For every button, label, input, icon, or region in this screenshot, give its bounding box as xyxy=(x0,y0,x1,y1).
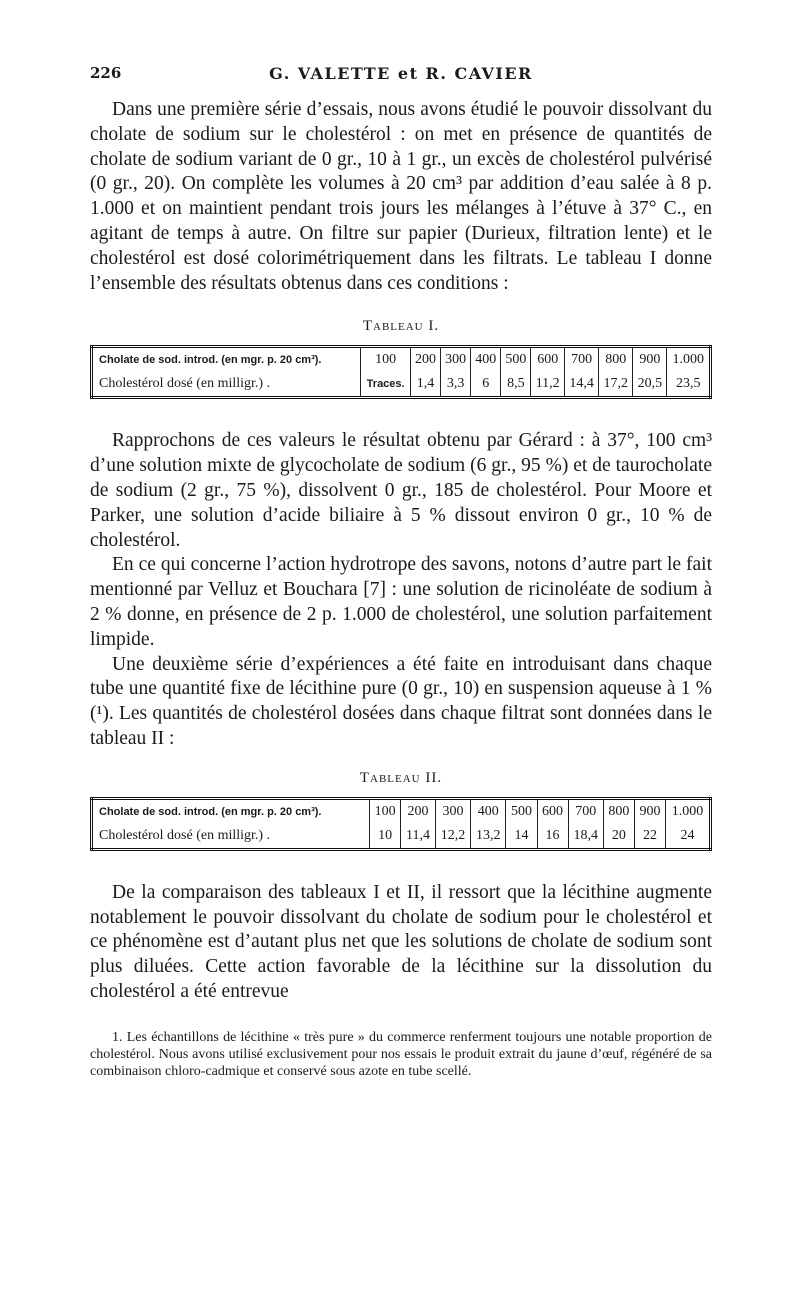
page-number: 226 xyxy=(90,64,122,82)
paragraph-4: Une deuxième série d’expériences a été faite en introduisant dans chaque tube une quantité fixe de lécithine pure (0 gr., 10) en suspension aqueuse à 1 % (¹). Les quantités de cholestérol dosées dans chaque filtrat sont données dans le tableau II : xyxy=(90,653,712,749)
page xyxy=(90,58,712,1094)
table-cell: 300 xyxy=(435,798,470,824)
table-cell: 14,4 xyxy=(564,372,598,398)
table-cell: 3,3 xyxy=(441,372,471,398)
table-cell: 20 xyxy=(603,824,634,850)
table-cell: 200 xyxy=(410,347,440,373)
table-row xyxy=(92,347,711,373)
table-cell: 400 xyxy=(471,798,506,824)
table-cell: 100 xyxy=(370,798,401,824)
table-2-row-2-label: Cholestérol dosé (en milligr.) . xyxy=(99,827,271,843)
table-row xyxy=(92,824,711,850)
table-cell: 16 xyxy=(537,824,568,850)
table-cell: 22 xyxy=(634,824,665,850)
table-2-row-1-label: Cholate de sod. introd. (en mgr. p. 20 cm³). xyxy=(99,805,322,818)
table-cell: 17,2 xyxy=(599,372,633,398)
table-cell: 18,4 xyxy=(568,824,603,850)
table-1-row-1-label: Cholate de sod. introd. (en mgr. p. 20 cm³). xyxy=(99,354,322,367)
table-cell: 11,4 xyxy=(401,824,436,850)
table-cell: 400 xyxy=(471,347,501,373)
table-cell: Traces. xyxy=(361,372,411,398)
table-cell: 200 xyxy=(401,798,436,824)
paragraph-2: Rapprochons de ces valeurs le résultat obtenu par Gérard : à 37°, 100 cm³ d’une solution mixte de glycocholate de sodium (6 gr., 95 %) et de taurocholate de sodium (2 gr., 75 %), dissolvent 0 gr., 185 de cholestérol. Pour Moore et Parker, une solution d’acide biliaire à 5 % dissout environ 0 gr., 10 % de cholestérol. xyxy=(90,430,712,551)
table-cell: 1,4 xyxy=(410,372,440,398)
table-row xyxy=(92,372,711,398)
paragraph-3: En ce qui concerne l’action hydrotrope des savons, notons d’autre part le fait mentionné par Velluz et Bouchara [7] : une solution de ricinoléate de sodium à 2 % donne, en présence de 2 p. 1.000 de cholestérol, une solution parfaitement limpide. xyxy=(90,554,712,650)
table-cell: 800 xyxy=(603,798,634,824)
table-1 xyxy=(90,345,712,399)
table-1-row-2-label: Cholestérol dosé (en milligr.) . xyxy=(99,376,271,392)
footnote: 1. Les échantillons de lécithine « très pure » du commerce renferment toujours une notable proportion de cholestérol. Nous avons utilisé exclusivement pour nos essais le produit extrait du jaune d’œuf, régénéré de sa combinaison chloro-cadmique et conservé sous azote en tube scellé. xyxy=(90,1029,712,1079)
table-cell: 8,5 xyxy=(501,372,531,398)
table-2-caption: Tableau II. xyxy=(359,769,443,786)
table-cell: 900 xyxy=(633,347,667,373)
table-cell: 900 xyxy=(634,798,665,824)
table-cell: 14 xyxy=(506,824,537,850)
table-cell: 1.000 xyxy=(666,798,711,824)
table-1-caption: Tableau I. xyxy=(362,318,440,335)
table-cell: 13,2 xyxy=(471,824,506,850)
table-cell: 20,5 xyxy=(633,372,667,398)
table-cell: 700 xyxy=(568,798,603,824)
table-cell: 500 xyxy=(501,347,531,373)
table-2 xyxy=(90,797,712,851)
table-cell: 1.000 xyxy=(667,347,711,373)
table-cell: 600 xyxy=(531,347,565,373)
table-cell: 11,2 xyxy=(531,372,565,398)
table-cell: 6 xyxy=(471,372,501,398)
table-cell: 100 xyxy=(361,347,411,373)
header-title: G. VALETTE et R. CAVIER xyxy=(269,64,533,83)
table-cell: 300 xyxy=(441,347,471,373)
table-cell: 10 xyxy=(370,824,401,850)
table-row xyxy=(92,798,711,824)
table-cell: 12,2 xyxy=(435,824,470,850)
table-cell: 23,5 xyxy=(667,372,711,398)
table-cell: 700 xyxy=(564,347,598,373)
running-head xyxy=(90,58,712,84)
table-cell: 800 xyxy=(599,347,633,373)
table-cell: 24 xyxy=(666,824,711,850)
table-cell: 500 xyxy=(506,798,537,824)
paragraph-5: De la comparaison des tableaux I et II, il ressort que la lécithine augmente notablement le pouvoir dissolvant du cholate de sodium pour le cholestérol et ce phénomène est d’autant plus net que les solutions de cholate de sodium sont plus diluées. Cette action favorable de la lécithine sur la dissolution du cholestérol a été entrevue xyxy=(90,881,712,1002)
table-cell: 600 xyxy=(537,798,568,824)
paragraph-1: Dans une première série d’essais, nous avons étudié le pouvoir dissolvant du cholate de sodium sur le cholestérol : on met en présence de quantités de cholate de sodium variant de 0 gr., 10 à 1 gr., un excès de cholestérol pulvérisé (0 gr., 20). On complète les volumes à 20 cm³ par addition d’eau salée à 8 p. 1.000 et on maintient pendant trois jours les mélanges à l’étuve à 37° C., en agitant de temps à autre. On filtre sur papier (Durieux, filtration lente) et le cholestérol est dosé colorimétriquement dans les filtrats. Le tableau I donne l’ensemble des résultats obtenus dans ces conditions : xyxy=(90,99,712,294)
